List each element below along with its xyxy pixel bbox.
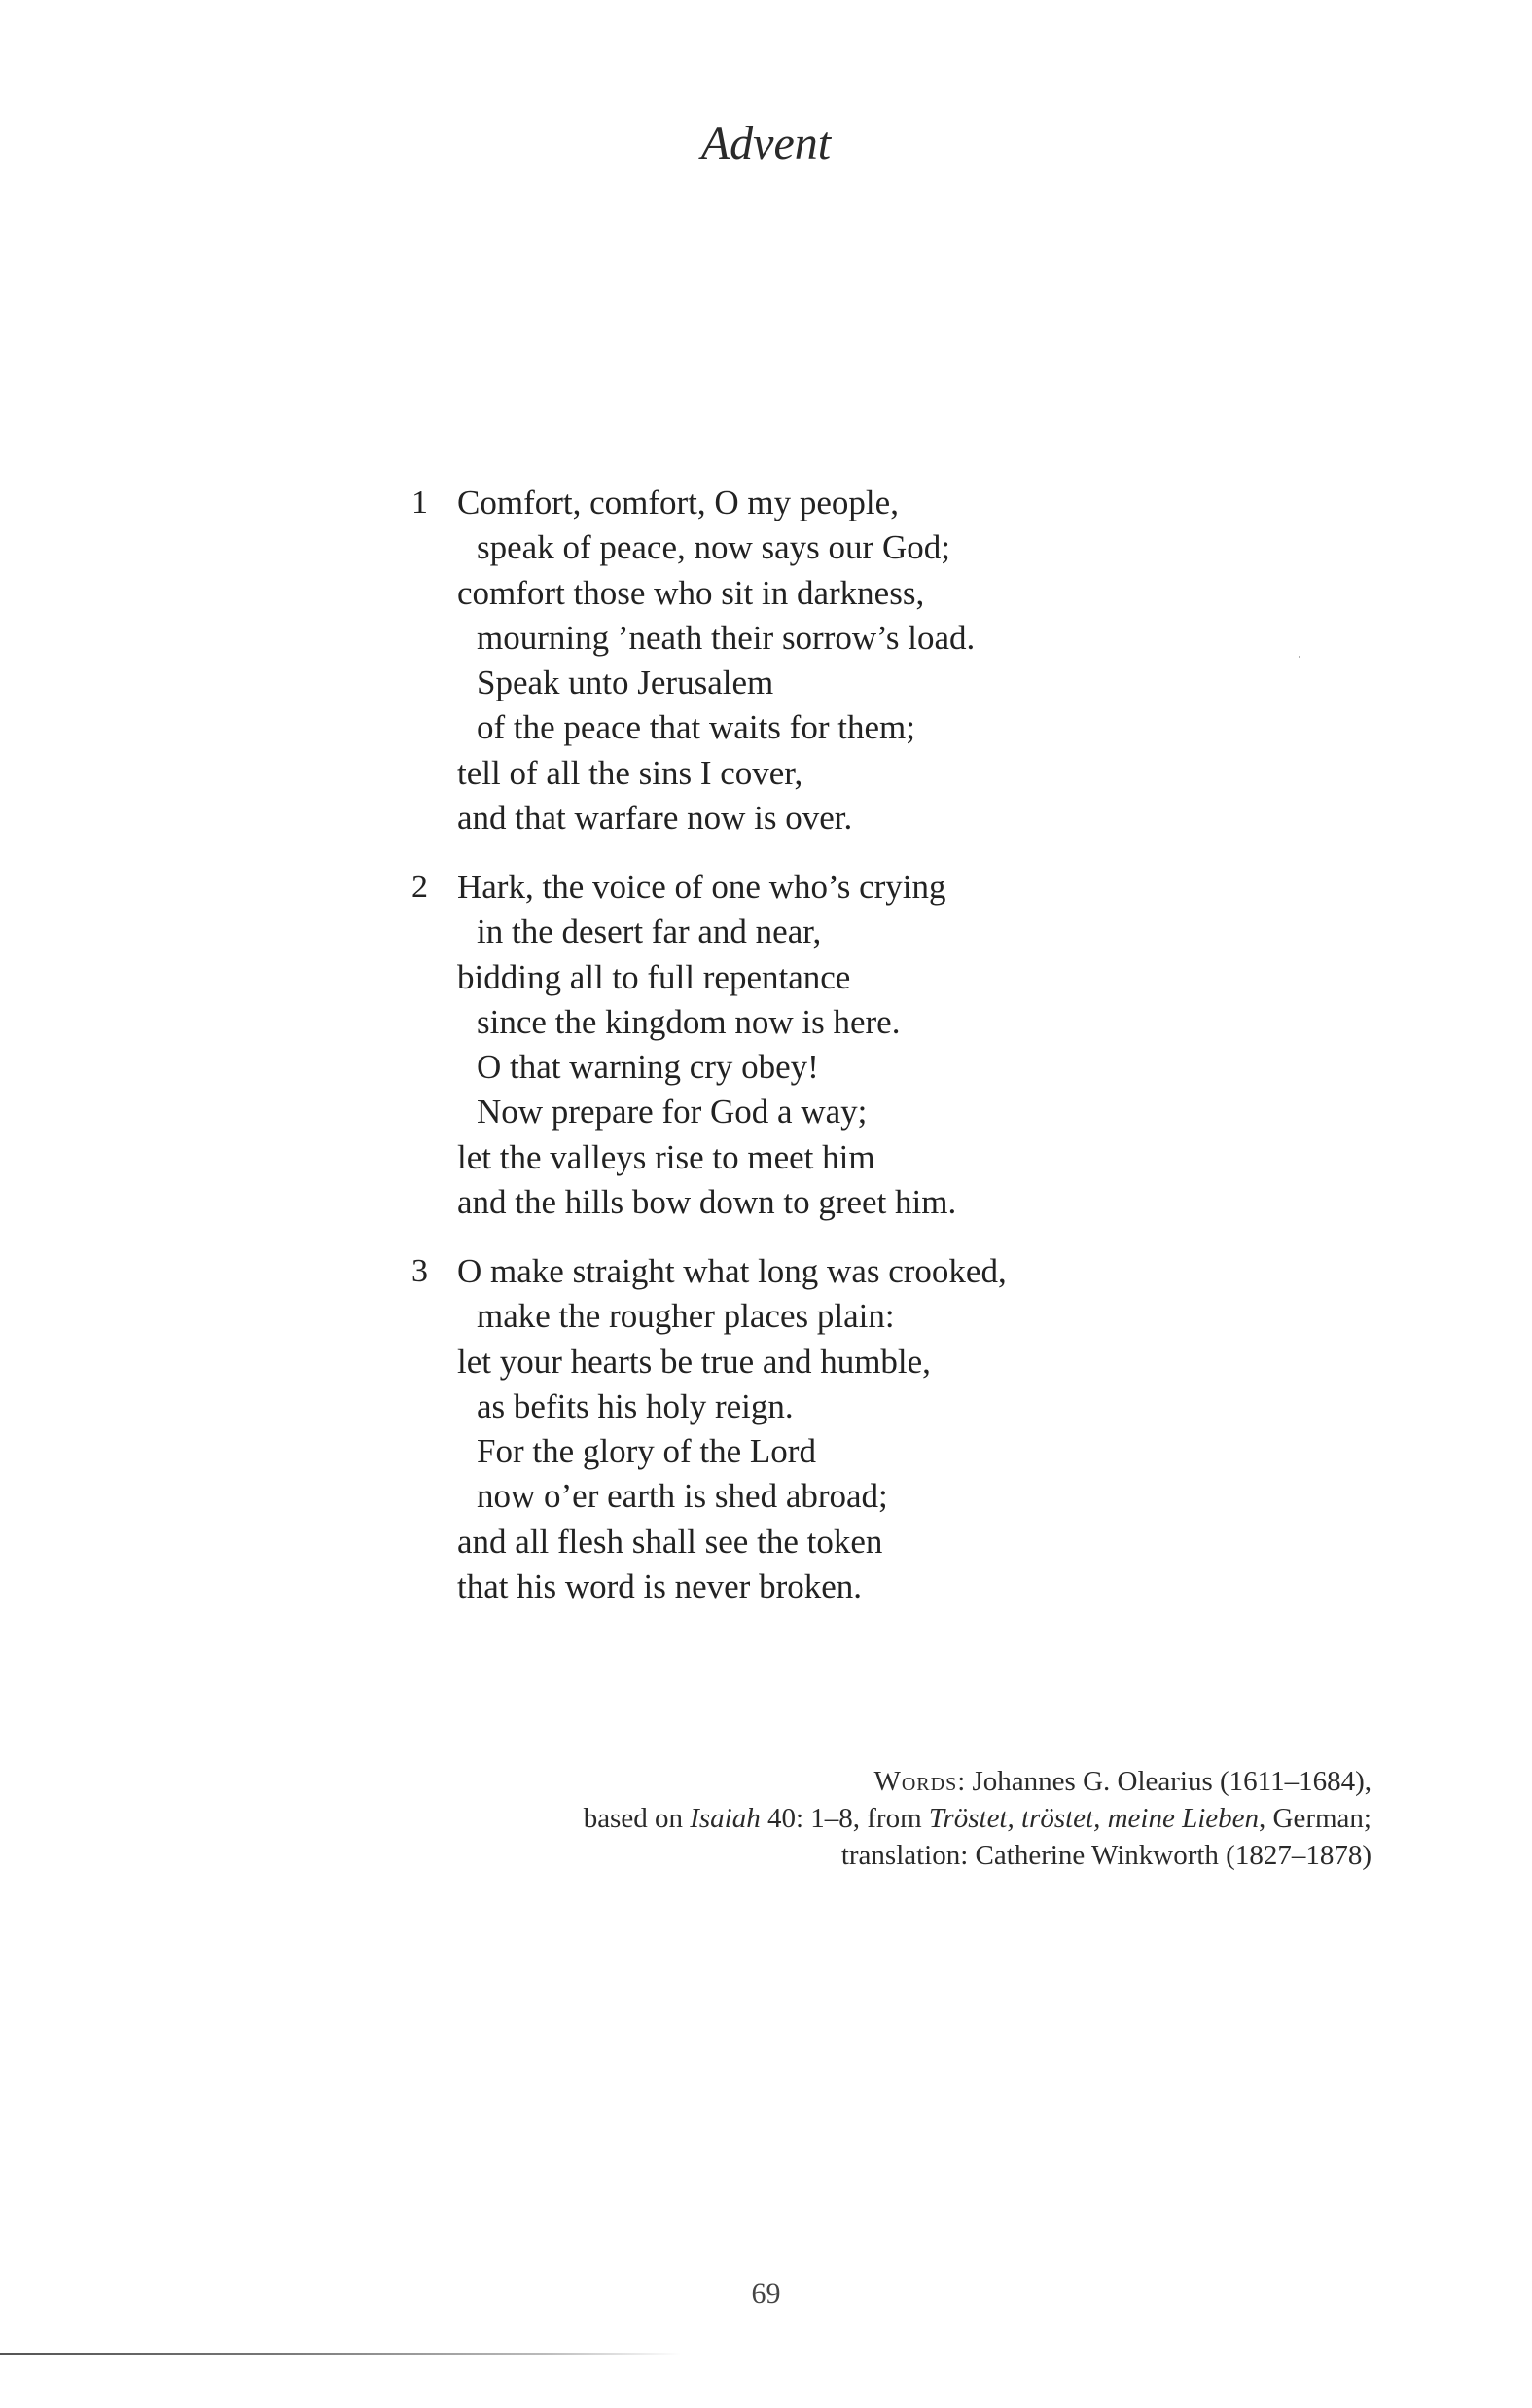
verse-line: speak of peace, now says our God; — [477, 528, 950, 567]
original-title: Tröstet, tröstet, meine Lieben — [928, 1803, 1260, 1834]
source-text: 40: 1–8, from — [760, 1803, 929, 1834]
credit-line-source — [389, 1800, 1372, 1837]
verse-line: of the peace that waits for them; — [477, 708, 915, 747]
verse-number: 1 — [411, 485, 428, 521]
verse-lines — [457, 865, 1158, 1225]
verse-line: Speak unto Jerusalem — [477, 664, 774, 702]
page-number: 69 — [751, 2278, 781, 2310]
verse-line: O make straight what long was crooked, — [457, 1252, 1007, 1290]
source-text: , German; — [1259, 1803, 1372, 1834]
scan-edge-line — [0, 2353, 681, 2355]
verse-line: O that warning cry obey! — [477, 1048, 819, 1087]
verse-line: since the kingdom now is here. — [477, 1002, 901, 1041]
verse-line: make the rougher places plain: — [477, 1297, 895, 1336]
page-title: Advent — [700, 118, 832, 169]
credit-line-translation: translation: Catherine Winkworth (1827–1878) — [840, 1840, 1372, 1871]
verse-number: 2 — [411, 869, 428, 905]
scan-speck — [1299, 656, 1300, 658]
verse-line: mourning ’neath their sorrow’s load. — [477, 618, 976, 657]
verse-line: and all flesh shall see the token — [457, 1522, 883, 1561]
verse-line: and the hills bow down to greet him. — [457, 1183, 957, 1222]
verse-line: let your hearts be true and humble, — [457, 1342, 931, 1381]
verse-line: as befits his holy reign. — [477, 1386, 794, 1425]
verse-lines — [457, 1249, 1158, 1609]
author-text: : Johannes G. Olearius (1611–1684), — [957, 1766, 1372, 1797]
source-text: based on — [583, 1803, 691, 1834]
verse-line: let the valleys rise to meet him — [457, 1137, 875, 1176]
verse-line: Hark, the voice of one who’s crying — [457, 868, 946, 906]
words-label: Words — [873, 1766, 958, 1797]
verse-line: Comfort, comfort, O my people, — [457, 484, 899, 521]
scripture-book: Isaiah — [690, 1803, 761, 1834]
verse-line: that his word is never broken. — [457, 1567, 863, 1606]
verse-line: Now prepare for God a way; — [477, 1093, 868, 1132]
verse-lines — [457, 481, 1158, 841]
verse-line: tell of all the sins I cover, — [457, 753, 803, 792]
verse-line: comfort those who sit in darkness, — [457, 573, 925, 612]
verse-line: and that warfare now is over. — [457, 799, 853, 838]
verse-line: in the desert far and near, — [477, 913, 822, 952]
credit-line-words — [389, 1763, 1372, 1800]
verse-line: bidding all to full repentance — [457, 957, 851, 996]
verse-line: For the glory of the Lord — [477, 1432, 816, 1471]
verse-line: now o’er earth is shed abroad; — [477, 1477, 888, 1516]
hymn-attribution — [389, 1763, 1372, 1874]
verse-number: 3 — [411, 1253, 428, 1289]
